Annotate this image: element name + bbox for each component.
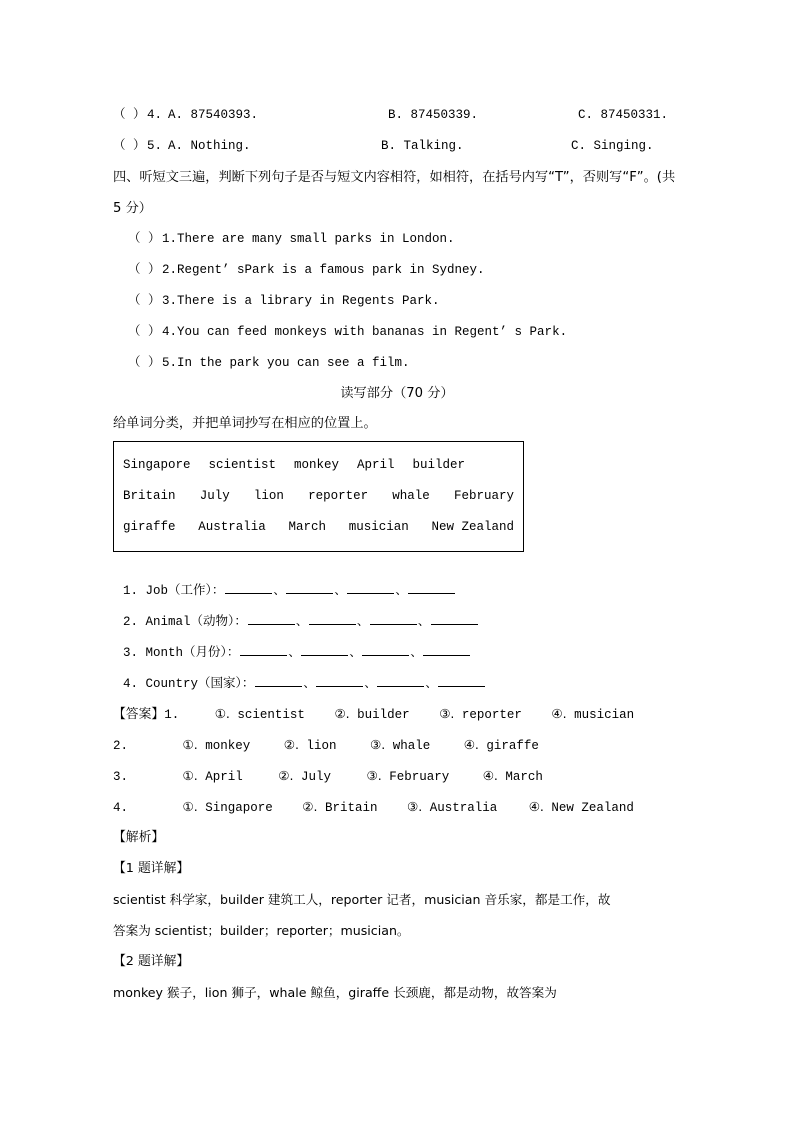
answer-row bbox=[113, 760, 683, 791]
answer-value: builder bbox=[357, 708, 410, 722]
truefalse-text: 5.In the park you can see a film. bbox=[162, 356, 410, 370]
answer-tag: 【答案】 bbox=[113, 707, 165, 722]
answer-index: 3. bbox=[113, 770, 129, 784]
analysis-q1-heading: 【1 题详解】 bbox=[113, 861, 190, 876]
blank-separator: 、 bbox=[356, 614, 369, 628]
word-item: giraffe bbox=[123, 520, 176, 534]
option-b[interactable]: B. Talking. bbox=[381, 139, 464, 153]
circled-number: ④. bbox=[463, 737, 479, 752]
category-cn: （动物） bbox=[190, 613, 235, 628]
word-item: New Zealand bbox=[431, 520, 514, 534]
category-cn: （工作） bbox=[168, 582, 212, 597]
truefalse-item bbox=[113, 286, 683, 317]
blank-separator: 、 bbox=[303, 676, 316, 690]
circled-number: ②. bbox=[278, 768, 294, 783]
answer-value: lion bbox=[306, 739, 337, 753]
circled-number: ④. bbox=[551, 706, 567, 721]
word-bank-row bbox=[114, 450, 523, 481]
colon: ： bbox=[241, 675, 255, 690]
answer-parenthesis[interactable]: （ ） bbox=[128, 356, 161, 370]
word-item: July bbox=[199, 489, 230, 503]
circled-number: ③. bbox=[369, 737, 386, 752]
listening-choice-row bbox=[113, 131, 683, 162]
item-number: 4. bbox=[147, 108, 163, 122]
word-item: reporter bbox=[308, 489, 369, 503]
truefalse-item bbox=[113, 317, 683, 348]
answer-value: monkey bbox=[205, 739, 251, 753]
category-en: Animal bbox=[145, 615, 191, 629]
answer-value: March bbox=[505, 770, 543, 784]
answer-parenthesis[interactable]: （ ） bbox=[113, 139, 146, 153]
answer-value: reporter bbox=[461, 708, 522, 722]
answer-row bbox=[113, 791, 683, 822]
option-c[interactable]: C. Singing. bbox=[571, 139, 654, 153]
option-b[interactable]: B. 87450339. bbox=[388, 108, 479, 122]
answer-blank[interactable] bbox=[370, 612, 417, 625]
truefalse-item bbox=[113, 224, 683, 255]
circled-number: ③. bbox=[439, 706, 455, 721]
category-cn: （国家） bbox=[198, 675, 242, 690]
answer-index: 2. bbox=[113, 739, 129, 753]
page-content bbox=[113, 100, 683, 1008]
blank-separator: 、 bbox=[364, 676, 377, 690]
circled-number: ①. bbox=[182, 768, 198, 783]
answer-value: whale bbox=[392, 739, 431, 753]
blank-separator: 、 bbox=[425, 676, 438, 690]
answer-blank[interactable] bbox=[301, 643, 348, 656]
answer-value: April bbox=[205, 770, 243, 784]
classification-line bbox=[113, 667, 683, 698]
word-item: February bbox=[453, 489, 514, 503]
blank-separator: 、 bbox=[417, 614, 430, 628]
blank-separator: 、 bbox=[349, 645, 362, 659]
answer-value: New Zealand bbox=[551, 801, 634, 815]
truefalse-text: 1.There are many small parks in London. bbox=[162, 232, 455, 246]
answer-blank[interactable] bbox=[309, 612, 356, 625]
truefalse-item bbox=[113, 348, 683, 379]
answer-blank[interactable] bbox=[438, 674, 485, 687]
category-cn: （月份） bbox=[183, 644, 227, 659]
answer-value: Australia bbox=[429, 801, 498, 815]
analysis-tag: 【解析】 bbox=[113, 830, 165, 845]
word-item: Britain bbox=[123, 489, 176, 503]
analysis-q2-line1: monkey 猴子，lion 狮子，whale 鲸鱼，giraffe 长颈鹿，都是动物，故答案为 bbox=[113, 985, 557, 1000]
question-number: 1. bbox=[123, 584, 139, 598]
word-item: lion bbox=[253, 489, 284, 503]
answer-row bbox=[113, 698, 683, 729]
answer-blank[interactable] bbox=[240, 643, 287, 656]
answer-blank[interactable] bbox=[377, 674, 424, 687]
answer-row bbox=[113, 729, 683, 760]
classification-line bbox=[113, 605, 683, 636]
word-item: March bbox=[288, 520, 326, 534]
answer-blank[interactable] bbox=[225, 581, 272, 594]
circled-number: ④. bbox=[528, 799, 544, 814]
answer-value: February bbox=[389, 770, 450, 784]
category-en: Month bbox=[145, 646, 184, 660]
circled-number: ①. bbox=[214, 706, 230, 721]
answer-blank[interactable] bbox=[431, 612, 478, 625]
blank-separator: 、 bbox=[288, 645, 301, 659]
truefalse-text: 2.Regent’ sPark is a famous park in Sydney. bbox=[162, 263, 485, 277]
word-item: monkey bbox=[293, 458, 339, 472]
option-a[interactable]: A. Nothing. bbox=[168, 139, 251, 153]
truefalse-text: 3.There is a library in Regents Park. bbox=[162, 294, 440, 308]
word-item: builder bbox=[412, 458, 465, 472]
answer-value: musician bbox=[574, 708, 635, 722]
answer-blank[interactable] bbox=[255, 674, 302, 687]
blank-separator: 、 bbox=[410, 645, 423, 659]
answer-blank[interactable] bbox=[286, 581, 333, 594]
listening-choice-row bbox=[113, 100, 683, 131]
blank-separator: 、 bbox=[295, 614, 308, 628]
question-number: 4. bbox=[123, 677, 139, 691]
word-item: Singapore bbox=[123, 458, 191, 472]
category-en: Job bbox=[145, 584, 169, 598]
circled-number: ①. bbox=[182, 737, 198, 752]
answer-parenthesis[interactable]: （ ） bbox=[128, 325, 161, 339]
circled-number: ②. bbox=[302, 799, 318, 814]
word-item: April bbox=[356, 458, 395, 472]
circled-number: ③. bbox=[406, 799, 423, 814]
answer-blank[interactable] bbox=[423, 643, 470, 656]
answer-blank[interactable] bbox=[408, 581, 455, 594]
answer-blank[interactable] bbox=[248, 612, 295, 625]
word-bank-row bbox=[114, 481, 523, 512]
word-bank-row bbox=[114, 512, 523, 543]
circled-number: ③. bbox=[366, 768, 382, 783]
classification-line bbox=[113, 636, 683, 667]
answer-parenthesis[interactable]: （ ） bbox=[128, 263, 161, 277]
analysis-q1-line1: scientist 科学家，builder 建筑工人，reporter 记者，musician 音乐家，都是工作，故 bbox=[113, 892, 611, 907]
answer-value: giraffe bbox=[486, 739, 539, 753]
circled-number: ①. bbox=[182, 799, 198, 814]
section-four-heading: 四、听短文三遍，判断下列句子是否与短文内容相符，如相符，在括号内写“T”，否则写“F”。(共 5 分） bbox=[113, 170, 676, 216]
colon: ： bbox=[226, 644, 240, 659]
colon: ： bbox=[234, 613, 247, 628]
answer-blank[interactable] bbox=[362, 643, 409, 656]
circled-number: ④. bbox=[482, 768, 498, 783]
classification-line bbox=[113, 574, 683, 605]
answer-value: Britain bbox=[324, 801, 378, 815]
answer-value: Singapore bbox=[205, 801, 273, 815]
reading-part-header: 读写部分（70 分） bbox=[340, 386, 454, 401]
truefalse-text: 4.You can feed monkeys with bananas in Regent’ s Park. bbox=[162, 325, 568, 339]
answer-parenthesis[interactable]: （ ） bbox=[128, 294, 161, 308]
colon: ： bbox=[211, 582, 225, 597]
answer-value: scientist bbox=[237, 708, 305, 722]
word-item: musician bbox=[348, 520, 409, 534]
category-en: Country bbox=[145, 677, 199, 691]
circled-number: ②. bbox=[334, 706, 350, 721]
classification-questions bbox=[113, 574, 683, 698]
answer-parenthesis[interactable]: （ ） bbox=[113, 108, 146, 122]
analysis-q1-line2: 答案为 scientist；builder；reporter；musician。 bbox=[113, 923, 410, 938]
answer-blank[interactable] bbox=[316, 674, 363, 687]
option-c[interactable]: C. 87450331. bbox=[578, 108, 669, 122]
answer-index: 1. bbox=[164, 708, 180, 722]
word-item: whale bbox=[392, 489, 430, 503]
answer-blank[interactable] bbox=[347, 581, 394, 594]
blank-separator: 、 bbox=[395, 583, 408, 597]
circled-number: ②. bbox=[283, 737, 299, 752]
word-bank-box bbox=[113, 441, 524, 552]
word-item: Australia bbox=[198, 520, 266, 534]
word-item: scientist bbox=[208, 458, 276, 472]
question-number: 2. bbox=[123, 615, 139, 629]
blank-separator: 、 bbox=[334, 583, 347, 597]
answer-index: 4. bbox=[113, 801, 129, 815]
analysis-q2-heading: 【2 题详解】 bbox=[113, 954, 190, 969]
answer-value: July bbox=[300, 770, 331, 784]
item-number: 5. bbox=[147, 139, 163, 153]
truefalse-item bbox=[113, 255, 683, 286]
option-a[interactable]: A. 87540393. bbox=[168, 108, 259, 122]
blank-separator: 、 bbox=[273, 583, 286, 597]
question-number: 3. bbox=[123, 646, 139, 660]
answer-parenthesis[interactable]: （ ） bbox=[128, 232, 161, 246]
reading-instruction: 给单词分类，并把单词抄写在相应的位置上。 bbox=[113, 416, 377, 431]
